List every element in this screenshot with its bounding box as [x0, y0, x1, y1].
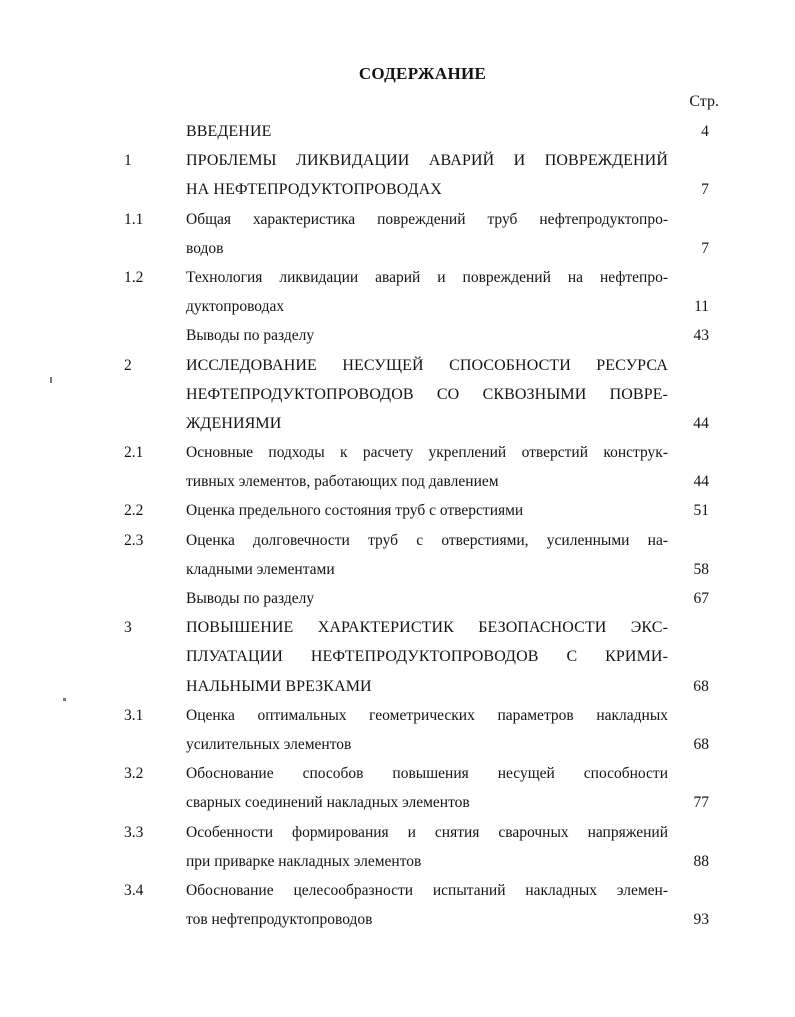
toc-page-number: 68: [693, 677, 709, 695]
toc-text: усилительных элементов: [186, 735, 352, 753]
scan-speck: [63, 698, 66, 701]
toc-text: Выводы по разделу: [186, 590, 315, 607]
toc-page-number: 58: [693, 560, 709, 578]
toc-section-number: 2.1: [124, 444, 144, 462]
toc-line: [0, 818, 795, 847]
toc-page-number: 44: [693, 473, 709, 491]
table-of-contents: [0, 117, 795, 934]
toc-page-number: 4: [701, 123, 709, 140]
toc-section-number: 2.3: [124, 531, 144, 549]
toc-line: [0, 905, 795, 934]
toc-section-number: 3.1: [124, 706, 144, 724]
toc-text: кладными элементами: [186, 560, 335, 578]
toc-entry: [0, 351, 795, 439]
toc-text: ПРОБЛЕМЫ ЛИКВИДАЦИИ АВАРИЙ И ПОВРЕЖДЕНИЙ: [186, 152, 668, 170]
toc-page-number: 7: [701, 181, 709, 199]
toc-section-number: 1.1: [124, 210, 144, 228]
toc-text: Выводы по разделу: [186, 327, 315, 345]
toc-line: [0, 555, 795, 584]
toc-entry: [0, 321, 795, 350]
toc-text: Обоснование целесообразности испытаний накладных элемен-: [186, 881, 668, 899]
toc-text: ИССЛЕДОВАНИЕ НЕСУЩЕЙ СПОСОБНОСТИ РЕСУРСА: [186, 356, 668, 374]
toc-text: дуктопроводах: [186, 298, 285, 316]
toc-line: [0, 730, 795, 759]
toc-section-number: 2: [124, 356, 132, 374]
toc-page-number: 67: [693, 590, 709, 607]
toc-text: Обоснование способов повышения несущей способности: [186, 765, 668, 783]
toc-line: [0, 205, 795, 234]
toc-line: [0, 175, 795, 204]
toc-entry: [0, 117, 795, 146]
toc-page-number: 68: [693, 735, 709, 753]
toc-line: [0, 438, 795, 467]
toc-section-number: 3.4: [124, 881, 144, 899]
toc-text: НЕФТЕПРОДУКТОПРОВОДОВ СО СКВОЗНЫМИ ПОВРЕ-: [186, 385, 668, 403]
toc-entry: [0, 526, 795, 584]
toc-entry: [0, 818, 795, 876]
toc-line: [0, 234, 795, 263]
toc-line: [0, 321, 795, 350]
toc-text: ЖДЕНИЯМИ: [186, 414, 282, 432]
toc-line: [0, 672, 795, 701]
toc-text: Оценка оптимальных геометрических параметров накладных: [186, 706, 668, 724]
toc-line: [0, 292, 795, 321]
toc-text: Оценка предельного состояния труб с отверстиями: [186, 502, 524, 520]
toc-text: тов нефтепродуктопроводов: [186, 911, 373, 929]
toc-entry: [0, 584, 795, 613]
toc-text: Особенности формирования и снятия сварочных напряжений: [186, 823, 668, 841]
toc-page-number: 44: [693, 414, 709, 432]
toc-line: [0, 117, 795, 146]
toc-text: ПОВЫШЕНИЕ ХАРАКТЕРИСТИК БЕЗОПАСНОСТИ ЭКС-: [186, 619, 668, 637]
toc-line: [0, 788, 795, 817]
toc-line: [0, 409, 795, 438]
toc-text: сварных соединений накладных элементов: [186, 794, 470, 812]
toc-line: [0, 759, 795, 788]
page-column-header: Стр.: [689, 93, 719, 110]
toc-line: [0, 584, 795, 613]
toc-text: Общая характеристика повреждений труб нефтепродуктопро-: [186, 210, 668, 228]
toc-line: [0, 351, 795, 380]
toc-line: [0, 526, 795, 555]
toc-text: ВВЕДЕНИЕ: [186, 123, 272, 140]
toc-page-number: 43: [693, 327, 709, 345]
page-title: СОДЕРЖАНИЕ: [358, 64, 487, 83]
toc-text: водов: [186, 239, 224, 257]
toc-text: НАЛЬНЫМИ ВРЕЗКАМИ: [186, 677, 372, 695]
toc-entry: [0, 263, 795, 321]
toc-text: Оценка долговечности труб с отверстиями, усиленными на-: [186, 531, 668, 549]
toc-line: [0, 847, 795, 876]
toc-page-number: 51: [693, 502, 709, 520]
toc-line: [0, 263, 795, 292]
toc-text: НА НЕФТЕПРОДУКТОПРОВОДАХ: [186, 181, 442, 199]
toc-entry: [0, 205, 795, 263]
toc-text: Технология ликвидации аварий и повреждений на нефтепро-: [186, 268, 668, 286]
toc-section-number: 1.2: [124, 268, 144, 286]
toc-page-number: 11: [694, 298, 709, 316]
toc-line: [0, 701, 795, 730]
toc-page-number: 7: [701, 239, 709, 257]
toc-entry: [0, 876, 795, 934]
toc-text: Основные подходы к расчету укреплений отверстий конструк-: [186, 444, 668, 462]
toc-page-number: 88: [693, 852, 709, 870]
toc-text: при приварке накладных элементов: [186, 852, 422, 870]
toc-section-number: 3.3: [124, 823, 144, 841]
toc-section-number: 3.2: [124, 765, 144, 783]
toc-line: [0, 876, 795, 905]
toc-entry: [0, 613, 795, 701]
toc-line: [0, 146, 795, 175]
toc-entry: [0, 701, 795, 759]
toc-section-number: 2.2: [124, 502, 144, 520]
toc-entry: [0, 438, 795, 496]
toc-text: ПЛУАТАЦИИ НЕФТЕПРОДУКТОПРОВОДОВ С КРИМИ-: [186, 648, 668, 666]
toc-page-number: 77: [693, 794, 709, 812]
toc-line: [0, 380, 795, 409]
toc-section-number: 3: [124, 619, 132, 637]
toc-line: [0, 613, 795, 642]
toc-page-number: 93: [693, 911, 709, 929]
toc-line: [0, 467, 795, 496]
toc-text: тивных элементов, работающих под давлением: [186, 473, 499, 491]
toc-entry: [0, 759, 795, 817]
toc-entry: [0, 496, 795, 525]
scan-speck: [50, 377, 52, 383]
toc-line: [0, 642, 795, 671]
toc-entry: [0, 146, 795, 204]
toc-line: [0, 496, 795, 525]
toc-section-number: 1: [124, 152, 132, 170]
